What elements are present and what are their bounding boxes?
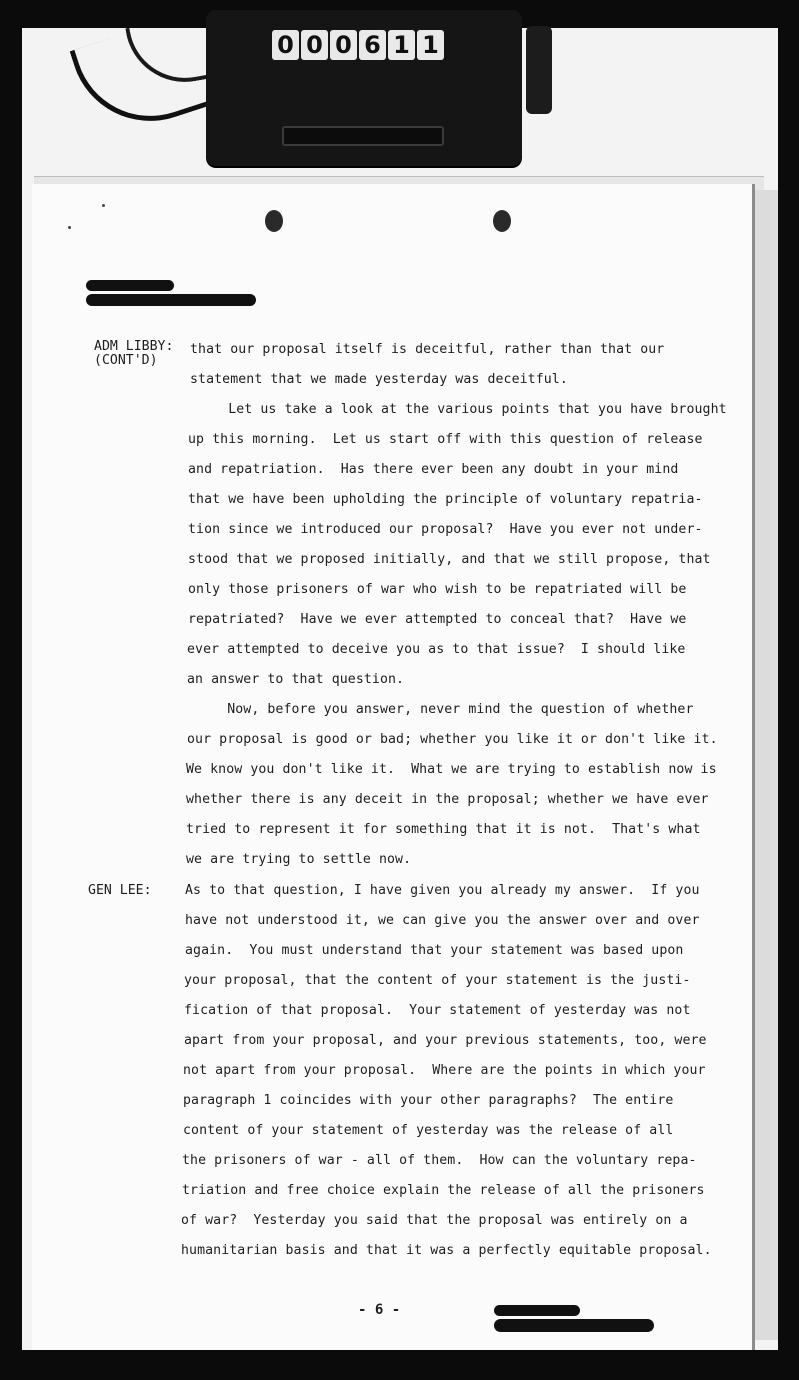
text-line: fication of that proposal. Your statement of yesterday was not <box>184 1003 691 1018</box>
classification-redaction-top <box>86 280 174 291</box>
text-line: only those prisoners of war who wish to be repatriated will be <box>188 582 687 597</box>
text-line: your proposal, that the content of your statement is the justi- <box>184 973 691 988</box>
punch-hole-left <box>265 210 283 232</box>
text-line: triation and free choice explain the release of all the prisoners <box>182 1183 705 1198</box>
text-line: whether there is any deceit in the proposal; whether we have ever <box>186 792 709 807</box>
frame-counter-slot <box>282 126 444 146</box>
text-line: tried to represent it for something that it is not. That's what <box>186 822 701 837</box>
classification-redaction-bottom <box>494 1305 580 1316</box>
text-line: not apart from your proposal. Where are the points in which your <box>183 1063 706 1078</box>
speaker-label: GEN LEE: <box>88 883 152 898</box>
text-line: tion since we introduced our proposal? Have you ever not under- <box>188 522 703 537</box>
counter-digit: 0 <box>330 30 357 60</box>
text-line: Now, before you answer, never mind the question of whether <box>187 702 694 717</box>
classification-redaction-bottom-2 <box>494 1319 654 1332</box>
text-line: have not understood it, we can give you the answer over and over <box>185 913 700 928</box>
classification-redaction-top-2 <box>86 294 256 306</box>
text-line: again. You must understand that your statement was based upon <box>185 943 684 958</box>
text-line: and repatriation. Has there ever been any doubt in your mind <box>188 462 679 477</box>
text-line: Let us take a look at the various points that you have brought <box>188 402 727 417</box>
frame-counter-digits <box>272 30 444 60</box>
text-line: stood that we proposed initially, and that we still propose, that <box>188 552 711 567</box>
counter-digit: 1 <box>388 30 415 60</box>
text-line: statement that we made yesterday was deceitful. <box>190 372 568 387</box>
text-line: paragraph 1 coincides with your other paragraphs? The entire <box>183 1093 674 1108</box>
text-line: repatriated? Have we ever attempted to conceal that? Have we <box>188 612 687 627</box>
text-line: We know you don't like it. What we are trying to establish now is <box>186 762 717 777</box>
paper-speck <box>68 226 71 229</box>
text-line: ever attempted to deceive you as to that issue? I should like <box>187 642 686 657</box>
counter-digit: 6 <box>359 30 386 60</box>
text-line: that we have been upholding the principle of voluntary repatria- <box>188 492 703 507</box>
text-line: that our proposal itself is deceitful, rather than that our <box>190 342 665 357</box>
text-line: an answer to that question. <box>187 672 405 687</box>
page-number: - 6 - <box>358 1302 401 1318</box>
document-page <box>32 184 755 1350</box>
speaker-label: ADM LIBBY: <box>94 339 174 354</box>
frame-counter-knob <box>526 26 552 114</box>
text-line: up this morning. Let us start off with this question of release <box>188 432 703 447</box>
text-line: content of your statement of yesterday was the release of all <box>183 1123 674 1138</box>
text-line: the prisoners of war - all of them. How can the voluntary repa- <box>182 1153 697 1168</box>
text-line: we are trying to settle now. <box>186 852 412 867</box>
text-line: apart from your proposal, and your previous statements, too, were <box>184 1033 707 1048</box>
text-line: As to that question, I have given you already my answer. If you <box>185 883 700 898</box>
text-line: of war? Yesterday you said that the proposal was entirely on a <box>181 1213 688 1228</box>
counter-digit: 0 <box>272 30 299 60</box>
text-line: our proposal is good or bad; whether you like it or don't like it. <box>187 732 718 747</box>
speaker-continued-label: (CONT'D) <box>94 353 158 368</box>
text-line: humanitarian basis and that it was a perfectly equitable proposal. <box>181 1243 712 1258</box>
counter-digit: 1 <box>417 30 444 60</box>
counter-digit: 0 <box>301 30 328 60</box>
paper-speck <box>102 204 105 207</box>
punch-hole-right <box>493 210 511 232</box>
